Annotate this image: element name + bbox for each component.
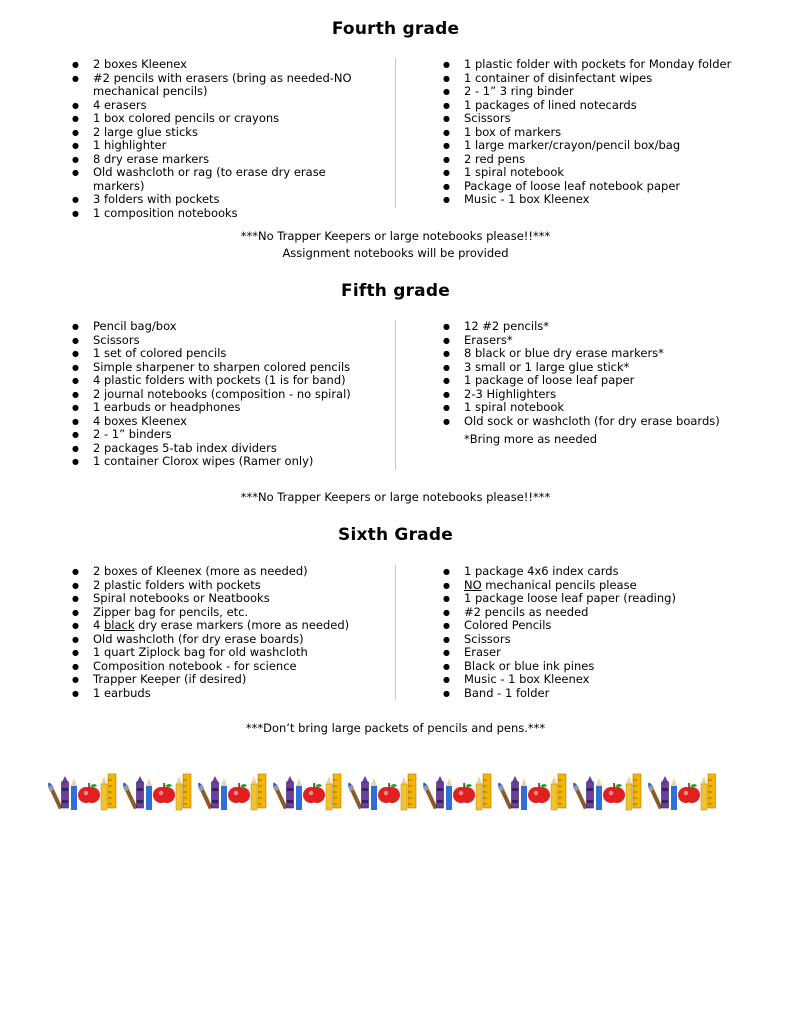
school-supplies-border — [46, 772, 716, 812]
list-item: ● 1 highlighter — [72, 139, 372, 153]
list-item: ● Music - 1 box Kleenex — [443, 673, 743, 687]
list-item: ● 2 packages 5-tab index dividers — [72, 442, 372, 456]
list-item: ● 4 black dry erase markers (more as needed) — [72, 619, 372, 633]
list-item: ● 12 #2 pencils* — [443, 320, 743, 334]
sixth-grade-right-list — [443, 565, 743, 700]
sixth-grade-note: ***Don’t bring large packets of pencils and pens.*** — [245, 721, 546, 735]
list-item: ● Scissors — [443, 112, 743, 126]
fifth-grade-note: ***No Trapper Keepers or large notebooks please!!*** — [240, 490, 551, 504]
paintbrush-icon — [346, 774, 416, 810]
list-item: ● Zipper bag for pencils, etc. — [72, 606, 372, 620]
list-item: ● 2 large glue sticks — [72, 126, 372, 140]
list-item: ● Old sock or washcloth (for dry erase boards) — [443, 415, 743, 429]
list-item: ● 2 boxes Kleenex — [72, 58, 372, 72]
fourth-grade-left-list — [72, 58, 372, 221]
list-item: ● Eraser — [443, 646, 743, 660]
pencil-icon — [196, 774, 266, 810]
list-item: ● 2 plastic folders with pockets — [72, 579, 372, 593]
crayon-icon — [421, 774, 491, 810]
list-item: ● NO mechanical pencils please — [443, 579, 743, 593]
list-item: ● 1 package 4x6 index cards — [443, 565, 743, 579]
fourth-grade-right-list — [443, 58, 743, 207]
list-item: ● Band - 1 folder — [443, 687, 743, 701]
list-item: ● 1 earbuds — [72, 687, 372, 701]
sixth-grade-title: Sixth Grade — [338, 525, 453, 545]
sixth-grade-left-list — [72, 565, 372, 700]
fourth-grade-title: Fourth grade — [331, 19, 460, 39]
pencil-icon — [571, 774, 641, 810]
fifth-grade-right-list — [443, 320, 743, 428]
list-item: ● #2 pencils with erasers (bring as needed-NO mechanical pencils) — [72, 72, 372, 99]
fifth-grade-title: Fifth grade — [341, 281, 450, 301]
list-item: ● 1 earbuds or headphones — [72, 401, 372, 415]
list-item: ● Music - 1 box Kleenex — [443, 193, 743, 207]
list-item: ● 1 quart Ziplock bag for old washcloth — [72, 646, 372, 660]
list-item: ● Black or blue ink pines — [443, 660, 743, 674]
list-item: ● 3 folders with pockets — [72, 193, 372, 207]
list-item: ● 1 container of disinfectant wipes — [443, 72, 743, 86]
list-item: ● 2 - 1” binders — [72, 428, 372, 442]
list-item: ● 1 package loose leaf paper (reading) — [443, 592, 743, 606]
list-item: ● 2 - 1” 3 ring binder — [443, 85, 743, 99]
list-item: ● 1 set of colored pencils — [72, 347, 372, 361]
list-item: ● 4 boxes Kleenex — [72, 415, 372, 429]
list-item: ● 1 spiral notebook — [443, 401, 743, 415]
list-item: ● 2 boxes of Kleenex (more as needed) — [72, 565, 372, 579]
list-item: ● 2 red pens — [443, 153, 743, 167]
list-item: ● 1 plastic folder with pockets for Monday folder — [443, 58, 743, 72]
column-divider — [395, 58, 396, 208]
fifth-grade-footnote: *Bring more as needed — [464, 432, 598, 446]
fifth-grade-left-list — [72, 320, 372, 469]
list-item: ● Erasers* — [443, 334, 743, 348]
list-item: ● Simple sharpener to sharpen colored pencils — [72, 361, 372, 375]
list-item: ● 3 small or 1 large glue stick* — [443, 361, 743, 375]
column-divider — [395, 565, 396, 700]
list-item: ● 1 box colored pencils or crayons — [72, 112, 372, 126]
list-item: ● Scissors — [72, 334, 372, 348]
list-item: ● 8 black or blue dry erase markers* — [443, 347, 743, 361]
list-item: ● Trapper Keeper (if desired) — [72, 673, 372, 687]
crayon-icon — [46, 774, 116, 810]
list-item: ● 1 large marker/crayon/pencil box/bag — [443, 139, 743, 153]
apple-icon — [121, 774, 191, 810]
apple-icon — [496, 774, 566, 810]
list-item: ● 1 container Clorox wipes (Ramer only) — [72, 455, 372, 469]
list-item: ● Composition notebook - for science — [72, 660, 372, 674]
list-item: ● Colored Pencils — [443, 619, 743, 633]
fourth-grade-note: ***No Trapper Keepers or large notebooks please!!*** — [240, 229, 551, 243]
list-item: ● 2 journal notebooks (composition - no spiral) — [72, 388, 372, 402]
list-item: ● Package of loose leaf notebook paper — [443, 180, 743, 194]
list-item: ● 1 composition notebooks — [72, 207, 372, 221]
list-item: ● 2-3 Highlighters — [443, 388, 743, 402]
list-item: ● Scissors — [443, 633, 743, 647]
list-item: ● #2 pencils as needed — [443, 606, 743, 620]
ruler-icon — [271, 774, 341, 810]
list-item: ● 4 erasers — [72, 99, 372, 113]
fourth-grade-note-2: Assignment notebooks will be provided — [282, 246, 509, 260]
ruler-icon — [646, 774, 716, 810]
list-item: ● Old washcloth or rag (to erase dry erase markers) — [72, 166, 372, 193]
list-item: ● Spiral notebooks or Neatbooks — [72, 592, 372, 606]
list-item: ● 1 box of markers — [443, 126, 743, 140]
list-item: ● Pencil bag/box — [72, 320, 372, 334]
list-item: ● 1 packages of lined notecards — [443, 99, 743, 113]
list-item: ● 1 spiral notebook — [443, 166, 743, 180]
list-item: ● 4 plastic folders with pockets (1 is for band) — [72, 374, 372, 388]
list-item: ● 8 dry erase markers — [72, 153, 372, 167]
list-item: ● 1 package of loose leaf paper — [443, 374, 743, 388]
column-divider — [395, 320, 396, 470]
list-item: ● Old washcloth (for dry erase boards) — [72, 633, 372, 647]
